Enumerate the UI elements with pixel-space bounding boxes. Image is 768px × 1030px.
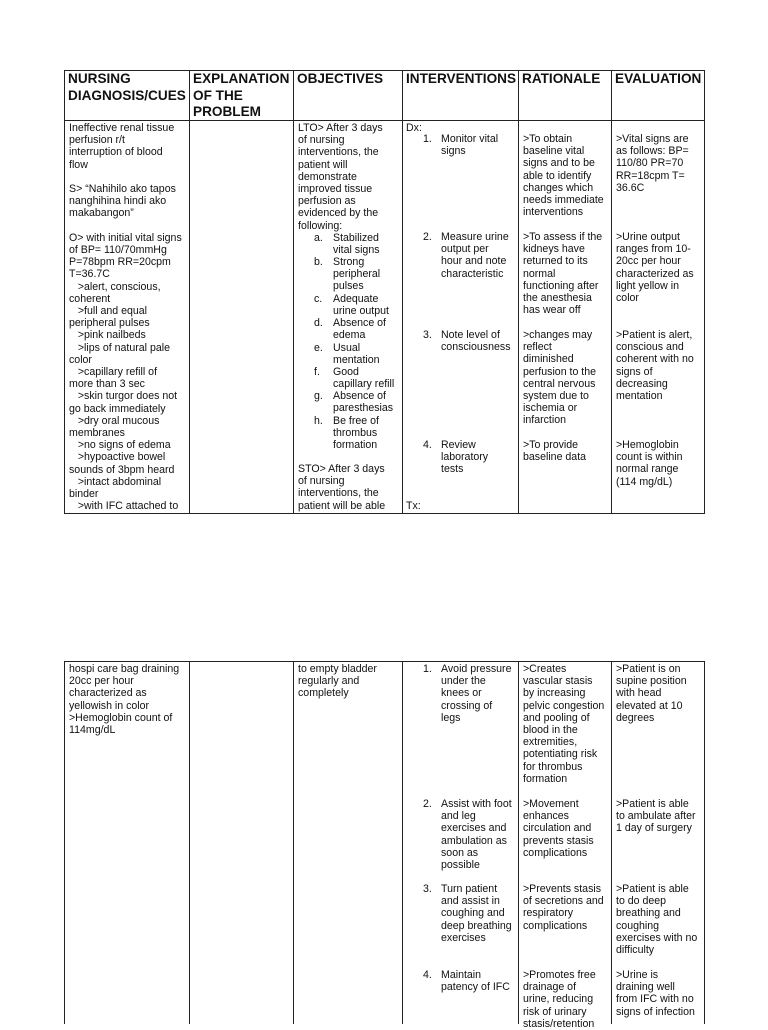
lto-item-text: Absence of edema [333, 317, 387, 342]
intervention-number: 4. [423, 969, 432, 981]
column-divider [64, 70, 65, 514]
tx-label: Tx: [406, 500, 421, 512]
rationale-text: >Promotes free drainage of urine, reducing risk of urinary stasis/retention [523, 969, 596, 1030]
lto-item-text: Stabilized vital signs [333, 232, 380, 257]
lto-item-letter: a. [314, 232, 323, 244]
column-divider [402, 661, 403, 1024]
intervention-number: 3. [423, 883, 432, 895]
header-rationale: RATIONALE [522, 71, 601, 86]
table-border-right [704, 70, 705, 514]
evaluation-text: >Urine output ranges from 10- 20cc per hour characterized as light yellow in color [616, 231, 694, 305]
intervention-text: Turn patient and assist in coughing and deep breathing exercises [441, 883, 512, 944]
lto-item-text: Strong peripheral pulses [333, 256, 381, 293]
lto-item-text: Be free of thrombus formation [333, 415, 379, 452]
diagnosis-cues-text: Ineffective renal tissue perfusion r/t interruption of blood flow S> “Nahihilo ako tapos nanghihina hindi ako makabangon” O> with initial vital signs of BP= 110/70mmHg P=78bpm RR=20cpm T=36.7C >alert, conscious, coherent >full and equal peripheral pulses >pink nailbeds >lips of natural pale color >capillary refill of more than 3 sec >skin turgor does not go back immediately >dry oral mucous membranes >no signs of edema >hypoactive bowel sounds of 3bpm heard >intact abdominal binder >with IFC attached to [69, 122, 182, 513]
intervention-text: Review laboratory tests [441, 439, 489, 476]
intervention-number: 2. [423, 798, 432, 810]
column-divider [189, 70, 190, 514]
table-border-right [704, 661, 705, 1024]
column-divider [611, 661, 612, 1024]
long-term-objective: LTO> After 3 days of nursing interventions, the patient will demonstrate improved tissue perfusion as evidenced by the following: [298, 122, 383, 232]
intervention-text: Avoid pressure under the knees or crossing of legs [441, 663, 512, 724]
intervention-number: 1. [423, 133, 432, 145]
evaluation-text: >Patient is on supine position with head elevated at 10 degrees [616, 663, 687, 724]
evaluation-text: >Patient is alert, conscious and coherent with no signs of decreasing mentation [616, 329, 694, 403]
objectives-text: to empty bladder regularly and completely [298, 663, 377, 700]
table-border-top [64, 661, 705, 662]
table-border-bottom [64, 513, 705, 514]
rationale-text: >Creates vascular stasis by increasing pelvic congestion and pooling of blood in the extremities, potentiating risk for thrombus formation [523, 663, 605, 785]
lto-item-letter: c. [314, 293, 323, 305]
evaluation-text: >Urine is draining well from IFC with no signs of infection [616, 969, 695, 1018]
evaluation-text: >Vital signs are as follows: BP= 110/80 PR=70 RR=18cpm T= 36.6C [616, 133, 689, 194]
rationale-text: >changes may reflect diminished perfusion to the central nervous system due to ischemia or infarction [523, 329, 597, 427]
intervention-text: Monitor vital signs [441, 133, 499, 158]
rationale-text: >To obtain baseline vital signs and to be able to identify changes which needs immediate interventions [523, 133, 604, 219]
column-divider [189, 661, 190, 1024]
evaluation-text: >Patient is able to ambulate after 1 day of surgery [616, 798, 696, 835]
intervention-text: Note level of consciousness [441, 329, 511, 354]
lto-item-letter: d. [314, 317, 323, 329]
intervention-number: 2. [423, 231, 432, 243]
diagnosis-cues-text: hospi care bag draining 20cc per hour characterized as yellowish in color >Hemoglobin count of 114mg/dL [69, 663, 180, 737]
column-divider [402, 70, 403, 514]
header-evaluation: EVALUATION [615, 71, 702, 86]
lto-item-text: Adequate urine output [333, 293, 389, 318]
intervention-text: Maintain patency of IFC [441, 969, 510, 994]
lto-item-text: Absence of paresthesias [333, 390, 394, 415]
column-divider [293, 70, 294, 514]
rationale-text: >Movement enhances circulation and prevents stasis complications [523, 798, 594, 859]
column-divider [293, 661, 294, 1024]
lto-item-letter: f. [314, 366, 320, 378]
column-divider [518, 661, 519, 1024]
lto-item-letter: g. [314, 390, 323, 402]
lto-item-text: Good capillary refill [333, 366, 395, 391]
column-divider [518, 70, 519, 514]
header-diagnosis: NURSING DIAGNOSIS/CUES [68, 71, 186, 103]
evaluation-text: >Patient is able to do deep breathing and coughing exercises with no difficulty [616, 883, 698, 957]
header-interventions: INTERVENTIONS [406, 71, 517, 86]
lto-item-letter: e. [314, 342, 323, 354]
intervention-number: 3. [423, 329, 432, 341]
rationale-text: >To assess if the kidneys have returned to its normal functioning after the anesthesia has wear off [523, 231, 603, 317]
rationale-text: >Prevents stasis of secretions and respiratory complications [523, 883, 604, 932]
lto-item-letter: h. [314, 415, 323, 427]
intervention-number: 1. [423, 663, 432, 675]
intervention-number: 4. [423, 439, 432, 451]
column-divider [64, 661, 65, 1024]
header-explanation: EXPLANATION OF THE PROBLEM [193, 71, 290, 119]
lto-item-text: Usual mentation [333, 342, 380, 367]
intervention-text: Assist with foot and leg exercises and ambulation as soon as possible [441, 798, 512, 872]
header-divider [64, 120, 705, 121]
intervention-text: Measure urine output per hour and note characteristic [441, 231, 509, 280]
rationale-text: >To provide baseline data [523, 439, 587, 464]
evaluation-text: >Hemoglobin count is within normal range (114 mg/dL) [616, 439, 683, 488]
lto-item-letter: b. [314, 256, 323, 268]
short-term-objective: STO> After 3 days of nursing interventions, the patient will be able [298, 463, 386, 512]
header-objectives: OBJECTIVES [297, 71, 384, 86]
column-divider [611, 70, 612, 514]
dx-label: Dx: [406, 122, 422, 134]
